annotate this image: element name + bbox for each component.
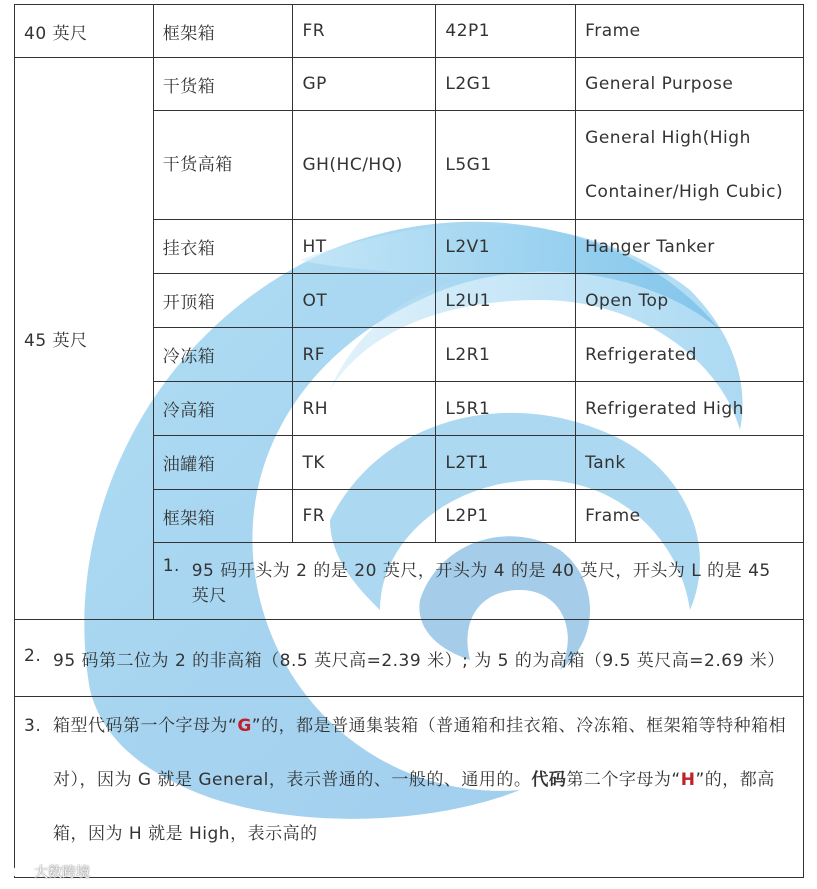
iso-code-cell: L2U1 [436, 274, 576, 328]
type-code-cell: RF [293, 328, 436, 382]
note-1 [163, 556, 794, 606]
note-cell [15, 620, 804, 697]
container-code-table [14, 4, 804, 878]
note-3 [24, 697, 794, 861]
brand-watermark [4, 862, 90, 882]
iso-code-cell: L2G1 [436, 58, 576, 111]
iso-code-cell [436, 111, 576, 220]
type-name-text: 干货高箱 [162, 154, 233, 175]
iso-code-cell: L2T1 [436, 436, 576, 490]
type-code-cell: OT [293, 274, 436, 328]
brand-name: 大数跨境 [34, 865, 90, 881]
iso-code-cell: L2R1 [436, 328, 576, 382]
note-text-segment: 箱型代码第一个字母为“ [53, 716, 238, 736]
type-name-cell: 冷高箱 [153, 382, 293, 436]
note-text [53, 699, 794, 861]
type-code-cell: RH [293, 382, 436, 436]
iso-code-cell: L2P1 [436, 490, 576, 543]
type-name-cell: 干货箱 [153, 58, 293, 111]
note-text-segment: ”的，都是普通集装箱（普通箱和挂衣箱、冷冻箱、框架箱等特种箱相对），因为 G 就是 General，表示普通的、一般的、通用的。 [53, 716, 787, 790]
type-code-cell: GP [293, 58, 436, 111]
type-name-cell: 开顶箱 [153, 274, 293, 328]
table-row [15, 5, 804, 58]
iso-code-cell: 42P1 [436, 5, 576, 58]
type-name-cell: 框架箱 [153, 5, 293, 58]
english-name-cell: Refrigerated [576, 328, 804, 382]
size-cell: 45 英尺 [15, 58, 154, 620]
note-text: 95 码第二位为 2 的非高箱（8.5 英尺高=2.39 米）; 为 5 的为高箱（9.5 英尺高=2.69 米） [53, 650, 785, 671]
iso-code-cell: L5R1 [436, 382, 576, 436]
type-name-cell: 挂衣箱 [153, 220, 293, 274]
english-name-cell: Refrigerated High [576, 382, 804, 436]
note-text-segment: 第二个字母为“ [566, 770, 681, 790]
highlight-letter-h: H [680, 770, 696, 790]
type-name-cell [153, 111, 293, 220]
note-bold-word: 代码 [531, 770, 567, 790]
type-code-cell: TK [293, 436, 436, 490]
english-name-cell: Tank [576, 436, 804, 490]
size-cell: 40 英尺 [15, 5, 154, 58]
iso-code-cell: L2V1 [436, 220, 576, 274]
type-name-cell: 冷冻箱 [153, 328, 293, 382]
note-number: 3. [24, 716, 42, 736]
english-name-cell: Open Top [576, 274, 804, 328]
note-cell [153, 543, 803, 620]
note-row [15, 620, 804, 697]
english-name-cell: Frame [576, 5, 804, 58]
english-name-cell: Hanger Tanker [576, 220, 804, 274]
iso-code-text: L5G1 [445, 154, 492, 175]
note-text: 95 码开头为 2 的是 20 英尺，开头为 4 的是 40 英尺，开头为 L 的是 45 英尺 [191, 561, 771, 606]
note-number: 1. [162, 556, 180, 576]
note-2 [24, 646, 794, 671]
note-number: 2. [24, 645, 42, 666]
type-name-cell: 油罐箱 [153, 436, 293, 490]
english-name-cell [576, 111, 804, 220]
brand-logo-icon [4, 865, 30, 879]
note-row [15, 697, 804, 878]
table-row [15, 58, 804, 111]
type-code-cell: FR [293, 5, 436, 58]
note-cell [15, 697, 804, 878]
type-code-cell: FR [293, 490, 436, 543]
english-name-cell: General Purpose [576, 58, 804, 111]
type-code-cell: HT [293, 220, 436, 274]
type-name-cell: 框架箱 [153, 490, 293, 543]
english-name-line: General High(High [585, 128, 751, 148]
type-code-cell [293, 111, 436, 220]
note-text-segment: ”的，都高箱，因为 H 就是 High，表示高的 [53, 770, 775, 844]
highlight-letter-g: G [237, 716, 252, 736]
type-code-text: GH(HC/HQ) [302, 154, 403, 175]
english-name-cell: Frame [576, 490, 804, 543]
english-name-line: Container/High Cubic) [585, 182, 784, 202]
